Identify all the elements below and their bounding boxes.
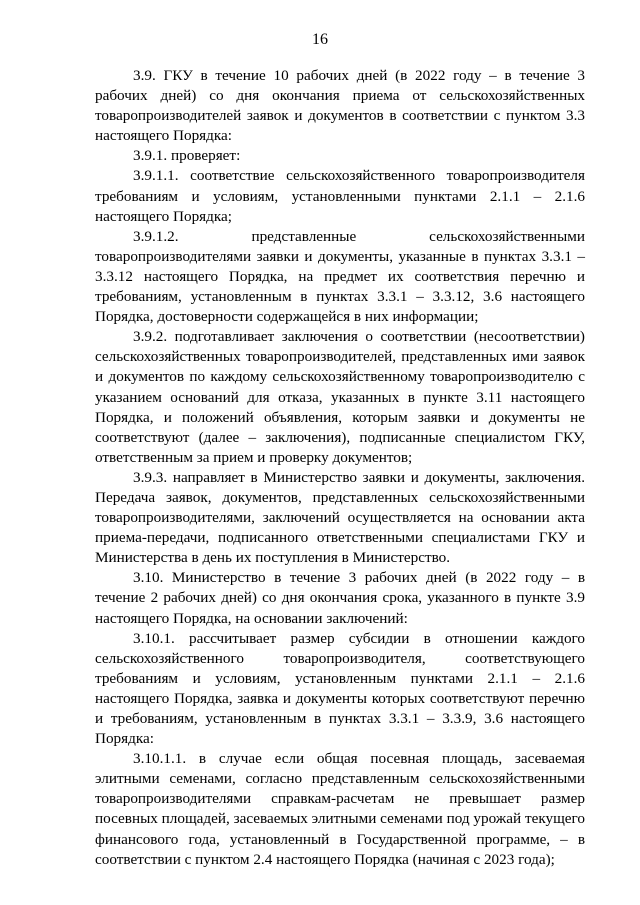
paragraph-3-9: 3.9. ГКУ в течение 10 рабочих дней (в 2022 году – в течение 3 рабочих дней) со дня окончания приема от сельскохозяйственных товаропроизводителей заявок и документов в соответствии с пунктом 3.3 настоящего Порядка: [95,67,585,145]
paragraph-3-9-1-1: 3.9.1.1. соответствие сельскохозяйственного товаропроизводителя требованиям и условиям, установленными пунктами 2.1.1 – 2.1.6 настоящего Порядка; [95,167,585,225]
document-body [95,66,585,870]
paragraph-3-9-1-2: 3.9.1.2. представленные сельскохозяйственными товаропроизводителями заявки и документы, указанные в пунктах 3.3.1 – 3.3.12 настоящего Порядка, на предмет их соответствия перечню и требованиям, установленным в пунктах 3.3.1 – 3.3.12, 3.6 настоящего Порядка, достоверности содержащейся в них информации; [95,227,585,326]
paragraph-3-10-1-1: 3.10.1.1. в случае если общая посевная площадь, засеваемая элитными семенами, согласно представленным сельскохозяйственными товаропроизводителями справкам-расчетам не превышает размер посевных площадей, засеваемых элитными семенами под урожай текущего финансового года, установленный в Государственной программе, – в соответствии с пунктом 2.4 настоящего Порядка (начиная с 2023 года); [95,750,585,868]
paragraph-3-9-2: 3.9.2. подготавливает заключения о соответствии (несоответствии) сельскохозяйственных товаропроизводителей, представленных ими заявок и документов по каждому сельскохозяйственному товаропроизводителю с указанием оснований для отказа, указанных в пункте 3.11 настоящего Порядка, и положений объявления, которым заявки и документы не соответствуют (далее – заключения), подписанные специалистом ГКУ, ответственным за прием и проверку документов; [95,328,585,466]
paragraph-3-9-3: 3.9.3. направляет в Министерство заявки и документы, заключения. Передача заявок, документов, представленных сельскохозяйственными товаропроизводителями, заключений осуществляется на основании акта приема-передачи, подписанного ответственными специалистами ГКУ и Министерства в день их поступления в Министерство. [95,468,585,567]
page-number: 16 [312,31,328,48]
paragraph-3-10: 3.10. Министерство в течение 3 рабочих дней (в 2022 году – в течение 2 рабочих дней) со дня окончания срока, указанного в пункте 3.9 настоящего Порядка, на основании заключений: [95,569,585,627]
paragraph-3-10-1: 3.10.1. рассчитывает размер субсидии в отношении каждого сельскохозяйственного товаропроизводителя, соответствующего требованиям и условиям, установленным пунктами 2.1.1 – 2.1.6 настоящего Порядка, заявка и документы которых соответствуют перечню и требованиям, установленным в пунктах 3.3.1 – 3.3.9, 3.6 настоящего Порядка: [95,629,585,748]
paragraph-3-9-1: 3.9.1. проверяет: [133,147,241,165]
